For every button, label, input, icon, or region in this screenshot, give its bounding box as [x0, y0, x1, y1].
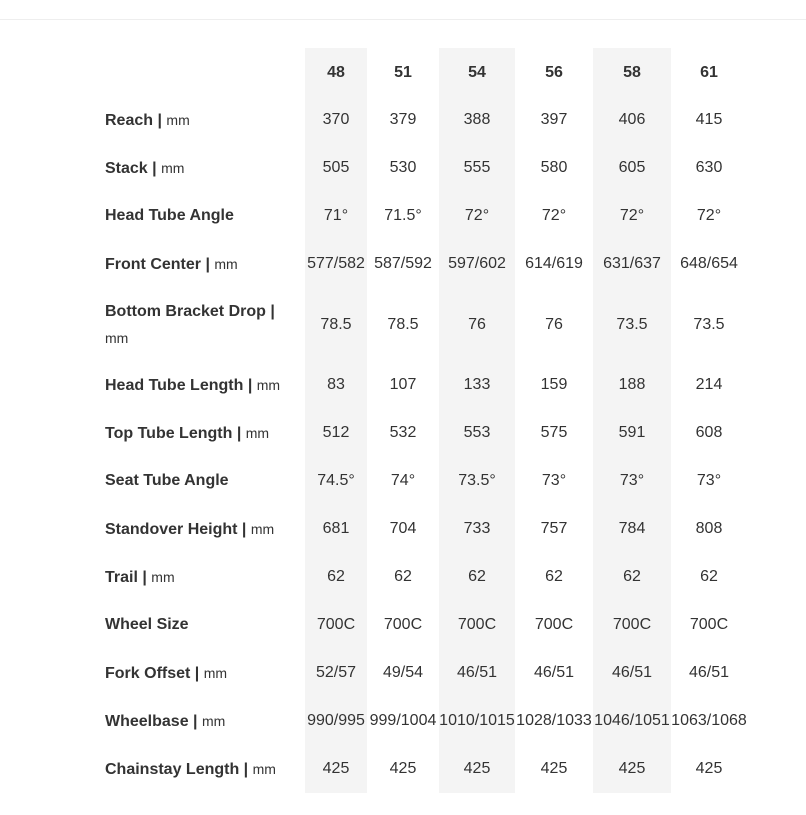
table-cell: 530 [389, 159, 417, 176]
table-cell: 425 [540, 760, 568, 777]
table-cell: 425 [463, 760, 491, 777]
row-name: Head Tube Angle [105, 207, 234, 224]
row-label-text [105, 203, 234, 229]
table-cell: 1028/1033 [516, 712, 592, 729]
table-cell: 425 [695, 760, 723, 777]
row-label-text [105, 564, 175, 591]
table-cell: 46/51 [456, 664, 498, 681]
row-label [105, 505, 295, 553]
row-name: Reach [105, 111, 154, 129]
table-cell: 83 [327, 376, 345, 393]
table-cell: 630 [695, 159, 723, 176]
table-cell: 591 [618, 424, 646, 441]
table-cell: 73° [696, 472, 722, 489]
row-label-text [105, 468, 229, 494]
table-cell: 425 [618, 760, 646, 777]
row-unit: mm [151, 568, 175, 585]
table-cell: 608 [695, 424, 723, 441]
table-cell: 188 [618, 376, 646, 393]
table-cell: 532 [389, 424, 417, 441]
row-name: Seat Tube Angle [105, 472, 229, 489]
table-cell: 733 [463, 520, 491, 537]
table-cell: 808 [695, 520, 723, 537]
row-label [105, 409, 295, 457]
row-unit: mm [245, 424, 270, 441]
row-label [105, 289, 295, 361]
table-cell: 72° [696, 207, 722, 224]
row-name: Standover Height [105, 520, 238, 538]
table-cell: 49/54 [382, 664, 424, 681]
row-label [105, 745, 295, 793]
table-cell: 406 [618, 111, 646, 128]
row-name: Stack [105, 159, 148, 177]
row-unit: mm [214, 255, 238, 272]
table-cell: 425 [322, 760, 350, 777]
unit-separator: | [243, 376, 257, 394]
unit-separator: | [239, 760, 253, 778]
table-cell: 72° [541, 207, 567, 224]
row-label-text [105, 251, 238, 278]
row-unit: mm [252, 760, 276, 777]
table-cell: 71° [323, 207, 349, 224]
row-unit: mm [201, 712, 226, 729]
table-cell: 74.5° [317, 472, 355, 489]
table-cell: 52/57 [315, 664, 357, 681]
table-cell: 62 [623, 568, 641, 585]
table-cell: 587/592 [374, 255, 432, 272]
table-cell: 78.5 [320, 316, 352, 333]
table-cell: 700C [689, 616, 729, 633]
table-cell: 700C [383, 616, 423, 633]
unit-separator: | [153, 111, 167, 129]
row-name: Trail [105, 568, 138, 586]
size-header: 61 [700, 64, 718, 81]
size-header: 51 [394, 64, 412, 81]
table-cell: 999/1004 [369, 712, 437, 729]
table-cell: 73° [619, 472, 645, 489]
table-cell: 700C [612, 616, 652, 633]
table-cell: 46/51 [611, 664, 653, 681]
table-cell: 700C [457, 616, 497, 633]
table-cell: 73.5 [616, 316, 648, 333]
row-label-text [105, 708, 225, 735]
table-cell: 631/637 [603, 255, 661, 272]
row-label-text [105, 107, 190, 134]
table-cell: 46/51 [533, 664, 575, 681]
table-cell: 700C [534, 616, 574, 633]
unit-separator: | [188, 712, 202, 730]
row-label-text [105, 612, 189, 638]
size-header: 56 [545, 64, 563, 81]
table-cell: 605 [618, 159, 646, 176]
table-cell: 577/582 [307, 255, 365, 272]
table-cell: 76 [468, 316, 486, 333]
row-label [105, 361, 295, 409]
table-cell: 62 [394, 568, 412, 585]
table-cell: 388 [463, 111, 491, 128]
row-name: Wheelbase [105, 712, 189, 730]
row-label-text [105, 756, 276, 783]
size-header: 58 [623, 64, 641, 81]
table-cell: 575 [540, 424, 568, 441]
table-cell: 704 [389, 520, 417, 537]
size-header: 48 [327, 64, 345, 81]
row-label [105, 96, 295, 144]
table-cell: 71.5° [384, 207, 422, 224]
table-cell: 73.5 [693, 316, 725, 333]
table-cell: 73° [541, 472, 567, 489]
row-label-text [105, 372, 280, 399]
table-cell: 46/51 [688, 664, 730, 681]
table-cell: 72° [464, 207, 490, 224]
table-cell: 62 [700, 568, 718, 585]
table-cell: 512 [322, 424, 350, 441]
table-cell: 72° [619, 207, 645, 224]
table-cell: 1046/1051 [594, 712, 670, 729]
unit-separator: | [232, 424, 246, 442]
row-unit: mm [161, 159, 185, 176]
table-cell: 555 [463, 159, 491, 176]
row-label [105, 144, 295, 192]
table-cell: 990/995 [307, 712, 365, 729]
table-cell: 76 [545, 316, 563, 333]
table-cell: 648/654 [680, 255, 738, 272]
row-label-text [105, 660, 227, 687]
table-cell: 415 [695, 111, 723, 128]
table-cell: 370 [322, 111, 350, 128]
table-cell: 379 [389, 111, 417, 128]
table-cell: 681 [322, 520, 350, 537]
table-cell: 74° [390, 472, 416, 489]
row-unit: mm [166, 111, 190, 128]
table-cell: 214 [695, 376, 723, 393]
unit-separator: | [201, 255, 215, 273]
row-name: Wheel Size [105, 616, 189, 633]
row-unit: mm [256, 376, 281, 393]
unit-separator: | [237, 520, 251, 538]
table-cell: 784 [618, 520, 646, 537]
table-cell: 397 [540, 111, 568, 128]
table-cell: 1063/1068 [671, 712, 747, 729]
row-label [105, 192, 295, 240]
table-cell: 107 [389, 376, 417, 393]
table-cell: 73.5° [458, 472, 496, 489]
table-cell: 553 [463, 424, 491, 441]
row-name: Front Center [105, 255, 201, 273]
row-label-text [105, 420, 269, 447]
row-label [105, 649, 295, 697]
row-name: Fork Offset [105, 664, 191, 682]
unit-separator: | [190, 664, 204, 682]
table-cell: 62 [545, 568, 563, 585]
row-label-text [105, 299, 295, 352]
table-cell: 159 [540, 376, 568, 393]
row-name: Chainstay Length [105, 760, 240, 778]
unit-separator: | [147, 159, 162, 177]
row-unit: mm [203, 664, 228, 681]
row-label [105, 553, 295, 601]
table-cell: 757 [540, 520, 568, 537]
table-cell: 700C [316, 616, 356, 633]
table-cell: 505 [322, 159, 350, 176]
table-cell: 580 [540, 159, 568, 176]
unit-separator: | [137, 568, 152, 586]
table-cell: 597/602 [448, 255, 506, 272]
size-header: 54 [468, 64, 486, 81]
row-unit: mm [105, 329, 129, 346]
row-label [105, 457, 295, 505]
table-cell: 78.5 [387, 316, 419, 333]
row-name: Bottom Bracket Drop [105, 302, 266, 320]
table-cell: 62 [327, 568, 345, 585]
row-label-text [105, 516, 274, 543]
table-cell: 62 [468, 568, 486, 585]
table-cell: 425 [389, 760, 417, 777]
table-cell: 614/619 [525, 255, 583, 272]
table-cell: 133 [463, 376, 491, 393]
row-unit: mm [250, 520, 275, 537]
row-label [105, 697, 295, 745]
row-label [105, 240, 295, 288]
row-name: Top Tube Length [105, 424, 233, 442]
row-name: Head Tube Length [105, 376, 244, 394]
row-label-text [105, 155, 184, 182]
row-label [105, 601, 295, 649]
unit-separator: | [265, 302, 275, 320]
table-cell: 1010/1015 [439, 712, 515, 729]
